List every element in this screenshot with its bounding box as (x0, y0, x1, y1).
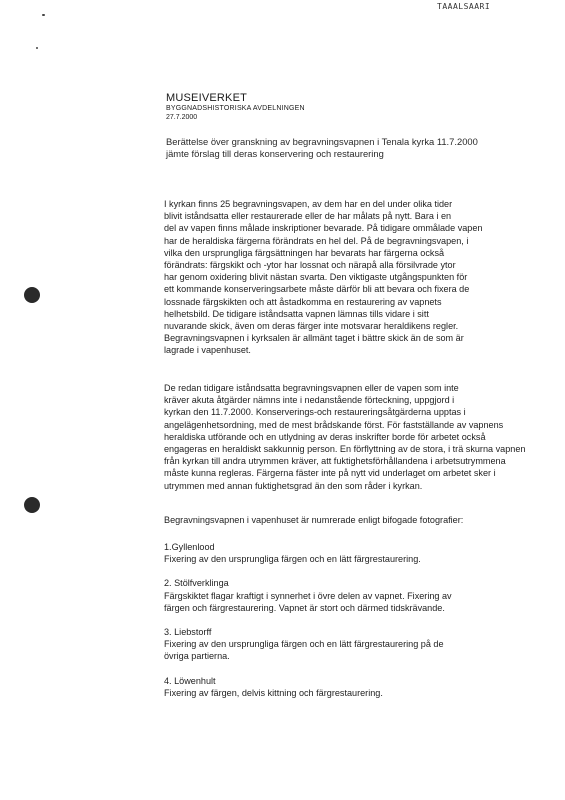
list-item (164, 675, 554, 699)
department-name: BYGGNADSHISTORISKA AVDELNINGEN (166, 105, 305, 112)
organization-name: MUSEIVERKET (166, 92, 248, 104)
text-line: helhetsbild. De tidigare iståndsatta vapnen lämnas tills vidare i sitt (164, 308, 429, 319)
text-line: förändrats: färgskikt och -ytor har lossnat och närapå alla försilvrade ytor (164, 260, 456, 271)
title-line: jämte förslag till deras konservering och restaurering (166, 148, 384, 159)
text-line: engageras en heraldiskt sakkunnig person. En förflyttning av de stora, i trä skurna vapnen (164, 444, 526, 455)
weapon-list (164, 541, 554, 711)
paragraph-numbering: Begravningsvapnen i vapenhuset är numrerade enligt bifogade fotografier: (164, 515, 464, 525)
list-item (164, 541, 554, 565)
title-line: Berättelse över granskning av begravningsvapnen i Tenala kyrka 11.7.2000 (166, 136, 478, 147)
archive-stamp: TAAALSAARI (437, 2, 491, 11)
item-title: 2. Stölfverklinga (164, 578, 229, 589)
item-title: 4. Löwenhult (164, 675, 216, 686)
text-line: lagrade i vapenhuset. (164, 345, 251, 356)
punch-hole (24, 287, 40, 303)
text-line: vilka den ursprungliga färgsättningen har bevarats har färgerna också (164, 247, 445, 258)
text-line: blivit iståndsatta eller restaurerade eller de har målats på nytt. Bara i en (164, 211, 452, 222)
letterhead (166, 92, 305, 122)
text-line: angelägenhetsordning, med de mest brådskande först. För fastställande av vapnens (164, 419, 504, 430)
item-desc: Färgskiktet flagar kraftigt i synnerhet i övre delen av vapnet. Fixering av (164, 590, 452, 601)
text-line: har genom oxidering blivit nästan svarta. Den viktigaste utgångspunkten för (164, 272, 468, 283)
text-line: måste kunna regleras. Färgerna fäster inte på nytt vid underlaget om arbetet sker i (164, 468, 496, 479)
item-title: 3. Liebstorff (164, 627, 212, 638)
document-title (166, 136, 551, 160)
document-date: 27.7.2000 (166, 114, 198, 121)
text-line: I kyrkan finns 25 begravningsvapen, av dem har en del under olika tider (164, 199, 453, 209)
text-line: heraldiska utförande och en utlydning av deras inskrifter borde för arbetet också (164, 431, 486, 442)
text-line: från kyrkan till andra utrymmen kräver, att fuktighetsförhållandena i arbetsutrymmena (164, 456, 506, 467)
text-line: Begravningsvapnen i kyrksalen är allmänt taget i bättre skick än de som är (164, 333, 464, 344)
item-desc: Fixering av den ursprungliga färgen och en lätt färgrestaurering. (164, 554, 421, 565)
item-desc: Fixering av färgen, delvis kittning och färgrestaurering. (164, 687, 383, 698)
item-desc: övriga partierna. (164, 651, 230, 662)
punch-hole (24, 497, 40, 513)
text-line: nuvarande skick, även om deras färger inte motsvarar heraldikens regler. (164, 321, 459, 332)
text-line: utrymmen med annan fuktighetsgrad än den som råder i kyrkan. (164, 480, 423, 491)
list-item (164, 577, 554, 614)
text-line: De redan tidigare iståndsatta begravningsvapnen eller de vapen som inte (164, 383, 459, 393)
text-line: ett kommande konserveringsarbete måste därför bli att bevara och fixera de (164, 284, 470, 295)
text-line: lossnade färgskikten och att åstadkomma en restaurering av vapnets (164, 296, 442, 307)
item-desc: färgen och färgrestaurering. Vapnet är stort och därmed tidskrävande. (164, 602, 445, 613)
item-title: 1.Gyllenlood (164, 542, 215, 552)
scan-speck (42, 14, 45, 16)
list-item (164, 626, 554, 663)
text-line: kyrkan den 11.7.2000. Konserverings-och restaureringsåtgärderna upptas i (164, 407, 466, 418)
text-line: del av vapen finns målade inskriptioner bevarade. På tidigare ommålade vapen (164, 223, 483, 234)
item-desc: Fixering av den ursprungliga färgen och en lätt färgrestaurering på de (164, 639, 444, 650)
paragraph-measures (164, 382, 554, 492)
paragraph-condition (164, 198, 554, 357)
text-line: kräver akuta åtgärder nämns inte i nedanstående förteckning, uppgjord i (164, 395, 455, 406)
text-line: har de heraldiska färgerna förändrats en hel del. På de begravningsvapen, i (164, 235, 469, 246)
scan-speck (36, 47, 38, 49)
